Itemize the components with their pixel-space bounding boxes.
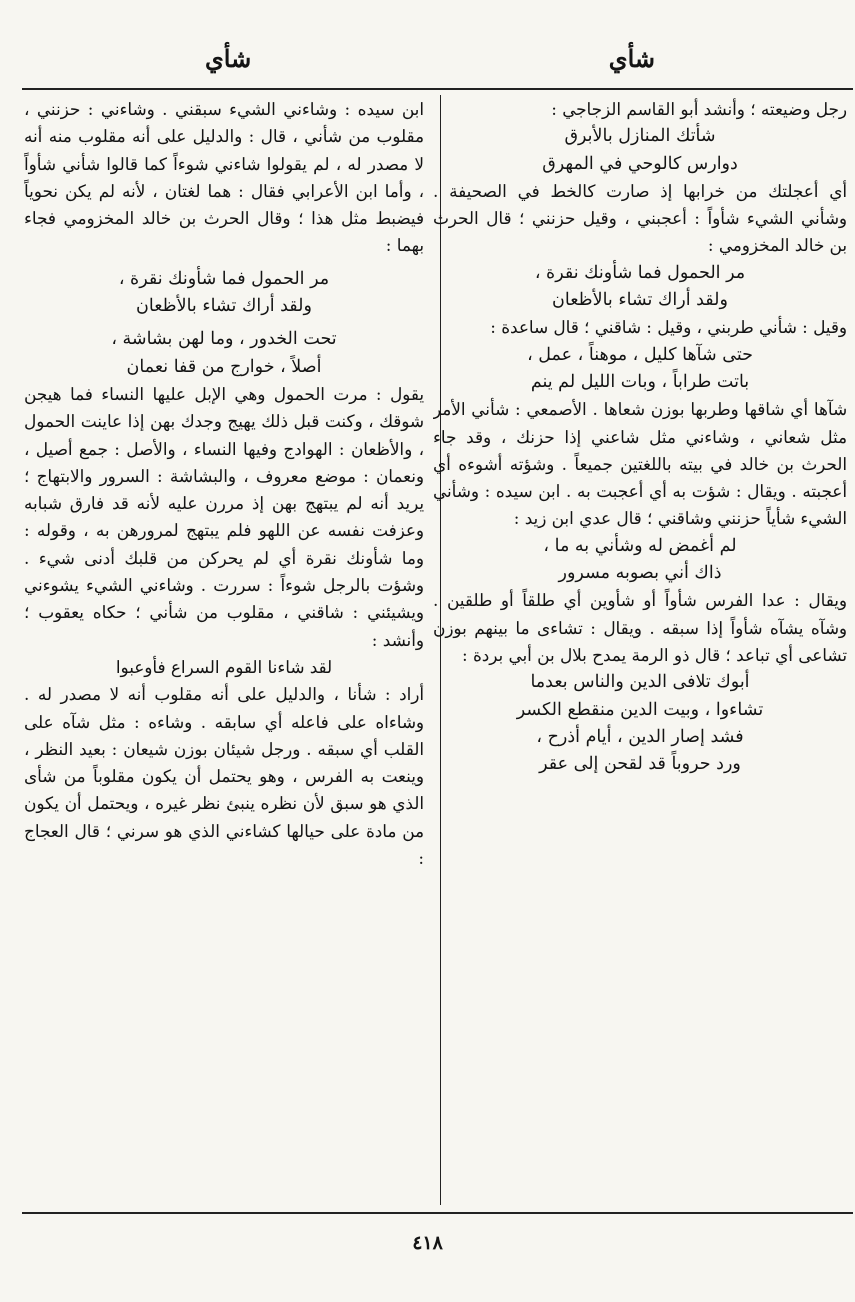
- verse-line: أصلاً ، خوارج من قفا نعمان: [126, 356, 322, 377]
- paragraph: ويقال : عدا الفرس شأواً أو شأوين أي طلقاً أو طلقين . وشآه يشآه شأواً إذا سبقه . ويقال : تشاءى ما بينهم بوزن تشاعى أي تباعد ؛ قال ذو الرمة يمدح بلال بن أبي بردة :: [433, 590, 847, 665]
- paragraph: أي أعجلتك من خرابها إذ صارت كالخط في الصحيفة . وشأني الشيء شأواً : أعجبني ، وقيل حزنني ؛ قال الحرث بن خالد المخزومي :: [433, 180, 847, 256]
- verse-line: تشاءوا ، وبيت الدين منقطع الكسر: [516, 699, 764, 720]
- right-column: [433, 96, 847, 1206]
- verse-line: مر الحمول فما شأونك نقرة ،: [534, 262, 746, 283]
- verse-line: باتت طراباً ، وبات الليل لم ينم: [530, 371, 750, 392]
- verse-line: ورد حروباً قد لقحن إلى عقر: [539, 754, 741, 775]
- verse-line: شأتك المنازل بالأبرق: [564, 126, 716, 147]
- bottom-rule: [22, 1212, 853, 1214]
- verse-line: أبوك تلافى الدين والناس بعدما: [530, 672, 750, 693]
- verse-line: تحت الخدور ، وما لهن بشاشة ،: [111, 329, 337, 350]
- verse-line: ذاك أني بصوبه مسرور: [558, 563, 722, 584]
- paragraph: وقيل : شأني طربني ، وقيل : شاقني ؛ قال ساعدة :: [490, 317, 847, 338]
- paragraph: يقول : مرت الحمول وهي الإبل عليها النساء فما هيجن شوقك ، وكنت قبل ذلك يهيج وجدك بهن إذا عاينت الحمول ، والأظعان : الهوادج وفيها النساء ، والأصل : جمع أصيل ، ونعمان : موضع معروف ، والبشاشة : السرور والابتهاج ؛ يريد أنه لم يبتهج بهن إذ مررن عليه لأنه قد فارق شبابه وعزفت نفسه عن اللهو فلم يبتهج لمرورهن به ، وقوله : وما شأونك نقرة أي لم يحركن من قلبك أدنى شيء . وشؤت بالرجل شوءاً : سررت . وشاءني الشيء يشوءني ويشيئني : شاقني ، مقلوب من شأني ؛ حكاه يعقوب ؛ وأنشد :: [24, 383, 424, 650]
- verse-line: ولقد أراك تشاء بالأظعان: [552, 290, 728, 311]
- left-column-header: شأي: [205, 44, 252, 73]
- verse-line: حتى شآها كليل ، موهناً ، عمل ،: [527, 344, 753, 365]
- paragraph: رجل وضيعته ؛ وأنشد أبو القاسم الزجاجي :: [551, 99, 847, 119]
- paragraph: ابن سيده : وشاءني الشيء سبقني . وشاءني : حزنني ، مقلوب من شأني ، قال : والدليل على أنه مقلوب منه أنه لا مصدر له ، لم يقولوا شاءني شوءاً كما قالوا شأني شأواً ، وأما ابن الأعرابي فقال : هما لغتان ، لأنه لم يكن نحوياً فيضبط مثل هذا ؛ وقال الحرث بن خالد المخزومي فجاء بهما :: [24, 99, 424, 256]
- verse-line: لم أغمض له وشأني به ما ،: [543, 535, 737, 556]
- verse-line: مر الحمول فما شأونك نقرة ،: [118, 268, 330, 289]
- quoted-verse: لقد شاءنا القوم السراع فأوعبوا: [115, 656, 333, 677]
- verse-line: ولقد أراك تشاء بالأظعان: [136, 296, 312, 317]
- verse-line: دوارس كالوحي في المهرق: [542, 153, 738, 174]
- paragraph: أراد : شأنا ، والدليل على أنه مقلوب أنه لا مصدر له . وشاءاه على فاعله أي سابقه . وشاءه : مثل شآه على القلب أي سبقه . ورجل شيئان بوزن شيعان : بعيد النظر ، وينعت به الفرس ، وهو يحتمل أن يكون مقلوباً من شأى الذي هو سبق لأن نظره ينبئ نظر غيره ، ويحتمل أن يكون من مادة على حيالها كشاءني الذي هو سرني ؛ قال العجاج :: [24, 684, 424, 869]
- top-rule: [22, 88, 853, 90]
- right-column-header: شأي: [608, 44, 655, 73]
- page-number: ٤١٨: [412, 1232, 443, 1254]
- paragraph: شآها أي شاقها وطربها بوزن شعاها . الأصمعي : شأني الأمر مثل شعاني ، وشاءني مثل شاعني إذا حزنك ، وقد جاء الحرث بن خالد في بيته باللغتين جميعاً . وشؤته أشوءه أي أعجبته . ويقال : شؤت به أي أعجبت به . ابن سيده : وشأني الشيء شأياً حزنني وشاقني ؛ قال عدي ابن زيد :: [433, 399, 847, 529]
- left-column: [24, 96, 424, 1206]
- verse-line: فشد إصار الدين ، أيام أذرح ،: [536, 726, 744, 747]
